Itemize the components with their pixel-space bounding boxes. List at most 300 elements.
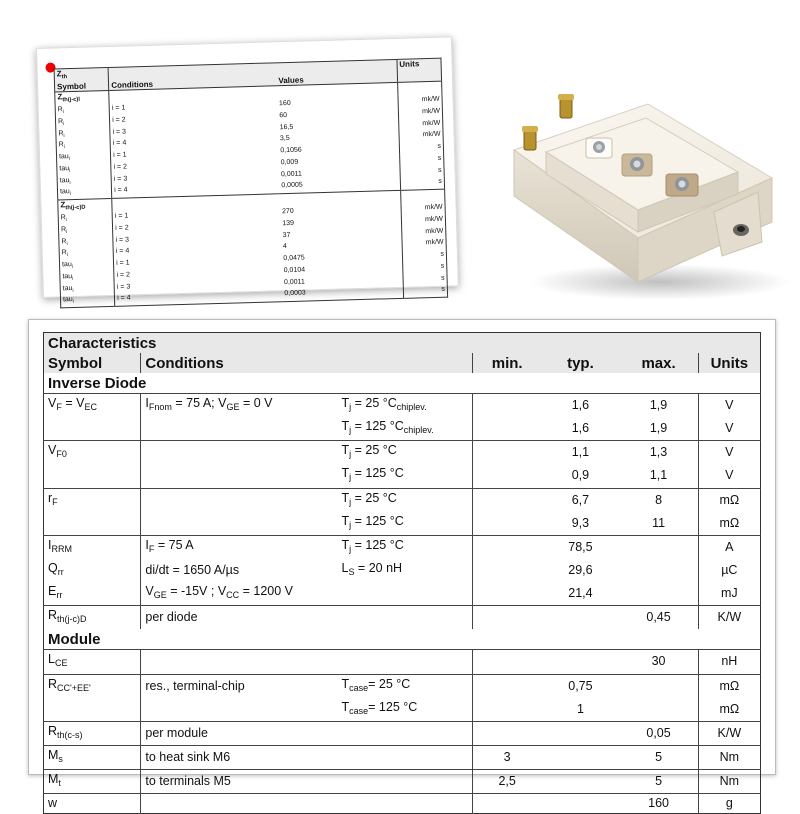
zth-row-value: 16,5 (279, 123, 294, 131)
symbol-text-part: CC'+EE' (57, 682, 91, 693)
char-column-header-row (44, 353, 761, 373)
zth-row-condition: i = 4 (112, 182, 280, 199)
symbol-cell (44, 441, 141, 465)
zth-row-value: 0,0005 (281, 181, 303, 190)
temperature-condition-text-part: chiplev. (396, 402, 427, 413)
typ-value: 21,4 (568, 586, 593, 601)
symbol-text (48, 584, 63, 601)
col-header-conditions: Conditions (141, 353, 472, 373)
condition-text-part: V (145, 584, 154, 599)
temperature-condition-text (341, 514, 403, 528)
symbol-text-part: CE (54, 658, 68, 669)
zth-row-condition: i = 4 (113, 243, 281, 259)
symbol-text (48, 538, 72, 552)
zth-row-symbol-text: R (60, 214, 66, 222)
typ-value: 1,6 (571, 421, 590, 436)
zth-row-unit: mk/W (398, 106, 443, 119)
condition-text-part: = -15V ; V (166, 584, 227, 599)
condition-text-part: CC (226, 590, 240, 601)
zth-row-unit: mk/W (401, 214, 446, 227)
zth-header-symbol (54, 67, 109, 92)
temperature-condition-text-part: T (341, 676, 350, 691)
symbol-text (48, 560, 64, 578)
char-row (44, 512, 761, 536)
symbol-text-part: th(c-s) (57, 729, 83, 740)
condition-cell (141, 488, 338, 512)
condition-text-part: to heat sink M6 (145, 750, 231, 765)
unit-value: V (698, 417, 760, 441)
zth-row-symbol-sub: i (69, 167, 71, 174)
characteristics-title: Characteristics (44, 333, 761, 354)
unit-value: mΩ (698, 512, 760, 536)
char-row (44, 535, 761, 559)
zth-row-symbol-text: tau (59, 164, 70, 173)
zth-row-symbol-text: tau (62, 284, 73, 292)
zth-row-value: 37 (282, 231, 291, 239)
symbol-cell (44, 417, 141, 441)
char-row (44, 441, 761, 465)
temperature-condition-text-part: T (341, 396, 350, 410)
min-value (472, 417, 541, 441)
temperature-condition-cell (337, 559, 472, 582)
col-header-units: Units (698, 353, 760, 373)
condition-cell (141, 794, 338, 814)
section-title: Module (48, 630, 101, 648)
condition-text-part: res., terminal-chip (145, 678, 245, 693)
col-header-min: min. (472, 353, 541, 373)
min-value (472, 559, 541, 582)
symbol-text-part: L (48, 652, 55, 667)
unit-value: K/W (698, 606, 760, 630)
symbol-cell (44, 488, 141, 512)
char-title-row (44, 333, 761, 354)
char-row (44, 394, 761, 418)
zth-row-condition: i = 2 (113, 219, 281, 235)
zth-row-unit: mk/W (398, 95, 443, 108)
temperature-condition-text-part: j (349, 425, 352, 436)
min-value (472, 606, 541, 630)
temperature-condition-text (341, 560, 403, 578)
condition-cell (141, 674, 338, 698)
char-row (44, 464, 761, 488)
temperature-condition-text-part: = 125 °C (351, 513, 404, 528)
zth-empty-cell (400, 189, 445, 204)
min-value: 2,5 (472, 770, 541, 794)
condition-cell (141, 441, 338, 465)
condition-text (145, 563, 239, 577)
zth-row-condition: i = 4 (110, 135, 278, 151)
temperature-condition-cell (337, 582, 472, 606)
condition-cell (141, 745, 338, 769)
zth-header-z: Z (56, 69, 62, 79)
symbol-cell (44, 674, 141, 698)
max-value: 5 (619, 745, 698, 769)
condition-cell (141, 394, 338, 418)
zth-row-value: 0,009 (280, 158, 299, 166)
symbol-cell (44, 698, 141, 722)
condition-text-part: = 0 V (239, 396, 273, 410)
condition-text (145, 679, 244, 693)
zth-row-symbol-sub: i (66, 240, 68, 247)
typ-value: 29,6 (568, 563, 593, 578)
zth-row-symbol-sub: i (63, 132, 65, 139)
symbol-text-part: th(j-c)D (57, 614, 87, 625)
zth-row-symbol-sub: i (71, 263, 74, 270)
zth-row-symbol-text: tau (61, 261, 72, 269)
symbol-cell (44, 559, 141, 582)
max-value (619, 674, 698, 698)
temperature-condition-text-part: = 125 °C (351, 537, 404, 552)
zth-row-symbol-text: R (58, 129, 64, 137)
temperature-condition-text-part: = 25 °C (368, 676, 411, 691)
igbt-module-photo (500, 86, 790, 306)
typ-value: 1,6 (541, 394, 619, 418)
condition-text-part: per diode (145, 610, 198, 625)
zth-row-value: 0,0475 (283, 254, 305, 263)
temperature-condition-text-part: chiplev. (403, 425, 434, 436)
char-row (44, 488, 761, 512)
symbol-text-part: R (48, 723, 58, 738)
condition-text-part: = 75 A; V (171, 396, 227, 410)
unit-value: mΩ (698, 488, 760, 512)
zth-row-symbol-sub: i (66, 252, 69, 259)
typ-value (541, 794, 619, 814)
zth-row-unit: s (403, 273, 448, 286)
zth-row-unit: s (403, 285, 448, 298)
temperature-condition-text-part: case (349, 682, 369, 693)
max-value: 11 (652, 515, 666, 530)
temperature-condition-cell (337, 721, 472, 745)
symbol-text (48, 396, 97, 413)
zth-row-symbol-text: tau (58, 153, 69, 161)
zth-row-unit: s (400, 165, 445, 178)
condition-cell (141, 582, 338, 606)
temperature-condition-text-part: T (341, 490, 350, 505)
condition-cell (141, 650, 338, 674)
symbol-text-part: s (58, 754, 63, 765)
temperature-condition-text-part: T (341, 513, 350, 528)
unit-value: V (698, 464, 760, 488)
zth-row-condition: i = 1 (114, 254, 282, 270)
temperature-condition-cell (337, 441, 472, 465)
char-row (44, 582, 761, 606)
symbol-text-part: rr (57, 567, 64, 578)
symbol-text-part: R (48, 676, 58, 691)
zth-row-condition: i = 4 (115, 290, 283, 307)
temperature-condition-text-part: = 25 °C (351, 443, 397, 458)
temperature-condition-text-part: j (349, 449, 352, 460)
symbol-text-part: = V (61, 396, 85, 410)
symbol-text-part: t (58, 778, 61, 789)
zth-row-value: 0,0011 (280, 170, 302, 178)
symbol-cell (44, 394, 141, 418)
symbol-text-part: F (56, 402, 62, 413)
temperature-condition-text-part: j (349, 496, 352, 507)
zth-row-unit: mk/W (399, 130, 444, 143)
condition-cell (141, 721, 338, 745)
typ-value (541, 650, 619, 674)
zth-row-value: 4 (282, 243, 288, 251)
typ-value: 0,75 (541, 674, 619, 698)
symbol-cell (44, 535, 141, 559)
temperature-condition-text-part: j (349, 519, 352, 530)
zth-row-symbol-text: R (60, 226, 67, 234)
condition-cell (141, 698, 338, 722)
symbol-text-part: rr (56, 590, 63, 601)
terminal-3 (666, 174, 698, 196)
symbol-text-part: I (48, 537, 52, 552)
zth-row-unit: s (402, 261, 447, 274)
temperature-condition-text-part: L (341, 560, 349, 575)
zth-empty-cell (397, 81, 442, 96)
temperature-condition-cell (337, 650, 472, 674)
min-value (472, 650, 541, 674)
zth-row-condition: i = 1 (111, 146, 279, 162)
symbol-text-part: V (48, 443, 57, 458)
min-value (472, 464, 541, 488)
temperature-condition-text (341, 491, 396, 505)
char-row (44, 770, 761, 794)
condition-text (145, 396, 273, 413)
condition-text (145, 610, 197, 624)
max-value: 1,3 (619, 441, 698, 465)
zth-row-unit: mk/W (402, 238, 447, 251)
temperature-condition-text-part: = 20 nH (354, 560, 403, 575)
condition-text-part: I (145, 537, 149, 552)
symbol-text (48, 747, 63, 765)
typ-value (541, 721, 619, 745)
zth-row-condition: i = 3 (113, 231, 281, 247)
zth-row-symbol-text: tau (59, 176, 70, 184)
min-value (472, 674, 541, 698)
terminal-1 (586, 138, 612, 158)
symbol-text-part: R (48, 608, 58, 623)
symbol-text-part: V (48, 396, 57, 410)
symbol-text (48, 652, 68, 669)
typ-value: 0,9 (571, 468, 590, 483)
typ-value (541, 606, 619, 630)
min-value (472, 394, 541, 418)
min-value (472, 488, 541, 512)
zth-row-symbol-sub: i (63, 144, 66, 151)
temperature-condition-cell (337, 535, 472, 559)
symbol-text (48, 724, 83, 738)
symbol-text (48, 608, 87, 625)
temperature-condition-text (341, 419, 434, 436)
condition-text-part: to terminals M5 (145, 774, 231, 789)
char-row (44, 606, 761, 630)
zth-row-unit: mk/W (401, 203, 446, 216)
temperature-condition-cell (337, 698, 472, 722)
unit-value: nH (698, 650, 760, 674)
symbol-text-part: r (48, 490, 53, 505)
min-value (472, 582, 541, 606)
symbol-text-part: Q (48, 560, 58, 575)
zth-row-symbol-sub: i (68, 155, 71, 162)
symbol-cell (44, 650, 141, 674)
temperature-condition-cell (337, 745, 472, 769)
min-value (472, 441, 541, 465)
zth-row-value: 0,0104 (283, 266, 306, 274)
characteristics-table (43, 332, 761, 814)
condition-cell (141, 606, 338, 630)
symbol-cell (44, 794, 141, 814)
zth-header-values: Values (276, 59, 397, 85)
condition-text-part: per module (145, 725, 208, 740)
symbol-text-part: w (48, 796, 58, 811)
temperature-condition-cell (337, 794, 472, 814)
zth-row-symbol-sub: i (65, 216, 68, 224)
temperature-condition-text-part: = 125 °C (351, 419, 404, 434)
condition-text-part: GE (153, 590, 167, 601)
max-value (619, 535, 698, 559)
temperature-condition-text-part: j (349, 543, 352, 554)
symbol-text (48, 796, 57, 810)
zth-row-condition: i = 2 (111, 158, 279, 174)
max-value: 160 (619, 794, 698, 814)
typ-value: 1 (576, 701, 584, 716)
zth-row-condition: i = 3 (114, 278, 282, 294)
section-header-row (44, 373, 761, 394)
symbol-text (48, 772, 61, 789)
temperature-condition-text-part: T (341, 537, 350, 552)
temperature-condition-text (341, 538, 403, 552)
zth-row-symbol-text: tau (59, 188, 70, 196)
temperature-condition-text-part: T (341, 466, 350, 481)
unit-value: g (698, 794, 760, 814)
max-value: 30 (619, 650, 698, 674)
symbol-cell (44, 512, 141, 536)
temperature-condition-text (341, 466, 404, 483)
zth-row-symbol-sub: i (69, 179, 71, 186)
unit-value: mΩ (698, 698, 760, 722)
symbol-text-part: EC (84, 402, 97, 413)
zth-group-head-z: Z (57, 92, 63, 102)
zth-row-symbol-sub: i (62, 109, 65, 116)
symbol-text (48, 491, 58, 505)
symbol-cell (44, 582, 141, 606)
condition-text-part: Fnom (148, 402, 172, 413)
max-value (619, 582, 698, 606)
zth-row-symbol (60, 294, 115, 308)
max-value: 1,9 (649, 421, 668, 436)
temperature-condition-text-part: = 25 °C (351, 396, 397, 410)
max-value: 0,45 (619, 606, 698, 630)
zth-row-symbol-sub: i (72, 275, 74, 282)
min-value (472, 698, 541, 722)
char-row (44, 674, 761, 698)
zth-row-value: 0,1056 (280, 146, 302, 155)
zth-row-symbol-sub: i (66, 228, 68, 235)
condition-text (145, 584, 294, 601)
condition-text-part: = 1200 V (239, 584, 294, 599)
zth-row-condition: i = 3 (111, 170, 279, 186)
symbol-cell (44, 721, 141, 745)
min-value (472, 512, 541, 536)
temperature-condition-text-part: T (341, 699, 350, 714)
symbol-cell (44, 770, 141, 794)
symbol-cell (44, 745, 141, 769)
symbol-text-part: M (48, 747, 59, 762)
col-header-symbol: Symbol (44, 353, 141, 373)
condition-text (145, 750, 230, 764)
symbol-cell (44, 606, 141, 630)
temperature-condition-cell (337, 770, 472, 794)
min-value (472, 535, 541, 559)
symbol-text-part: F0 (56, 449, 67, 460)
char-row (44, 721, 761, 745)
unit-value: mJ (698, 582, 760, 606)
condition-text-part: F (148, 543, 155, 554)
typ-value: 6,7 (541, 488, 619, 512)
temperature-condition-text-part: S (348, 567, 355, 578)
typ-value: 9,3 (571, 515, 590, 530)
terminal-2 (622, 154, 652, 176)
zth-row-value: 60 (279, 111, 288, 120)
zth-row-value: 160 (278, 99, 291, 108)
condition-text (145, 538, 193, 552)
zth-table (54, 58, 449, 309)
zth-row-symbol-text: tau (62, 296, 73, 304)
min-value: 3 (472, 745, 541, 769)
symbol-text (48, 443, 67, 460)
unit-value: V (698, 441, 760, 465)
zth-row-unit: mk/W (398, 118, 443, 131)
temperature-condition-text (341, 700, 417, 714)
zth-row-symbol-sub: i (72, 287, 74, 294)
zth-group-head-sub: th(j-c)l (62, 96, 81, 104)
temperature-condition-text (341, 396, 427, 413)
condition-text (145, 774, 230, 788)
temperature-condition-cell (337, 417, 472, 441)
condition-cell (141, 512, 338, 536)
zth-row-value: 0,0011 (283, 278, 305, 286)
unit-value: A (698, 535, 760, 559)
zth-group-head-z: Z (60, 200, 66, 210)
zth-row-condition: i = 1 (109, 99, 277, 115)
temperature-condition-text-part: j (349, 402, 352, 413)
max-value: 0,05 (619, 721, 698, 745)
temperature-condition-text-part: case (349, 705, 369, 716)
zth-row-condition: i = 2 (114, 266, 282, 282)
temperature-condition-text-part: T (341, 443, 350, 458)
typ-value (541, 745, 619, 769)
char-row (44, 559, 761, 582)
zth-row-value: 270 (281, 207, 294, 216)
typ-value: 78,5 (541, 535, 619, 559)
typ-value (541, 770, 619, 794)
condition-text-part: = 75 A (154, 537, 194, 552)
condition-cell (141, 535, 338, 559)
symbol-text-part: RRM (51, 543, 72, 554)
zth-row-value: 139 (282, 219, 295, 227)
char-row (44, 417, 761, 441)
min-value (472, 794, 541, 814)
zth-header-symbol-label: Symbol (56, 81, 87, 92)
symbol-text-part: M (48, 772, 59, 787)
zth-row-symbol-text: tau (62, 272, 73, 281)
condition-cell (141, 770, 338, 794)
unit-value: µC (698, 559, 760, 582)
max-value: 5 (619, 770, 698, 794)
temperature-condition-text-part: = 125 °C (351, 466, 404, 481)
zth-row-symbol-text: R (57, 118, 64, 126)
col-header-max: max. (619, 353, 698, 373)
zth-row-symbol-sub: i (63, 120, 65, 127)
temperature-condition-text-part: = 125 °C (368, 699, 418, 714)
symbol-text-part: F (52, 496, 58, 507)
zth-row-value: 3,5 (279, 135, 290, 143)
